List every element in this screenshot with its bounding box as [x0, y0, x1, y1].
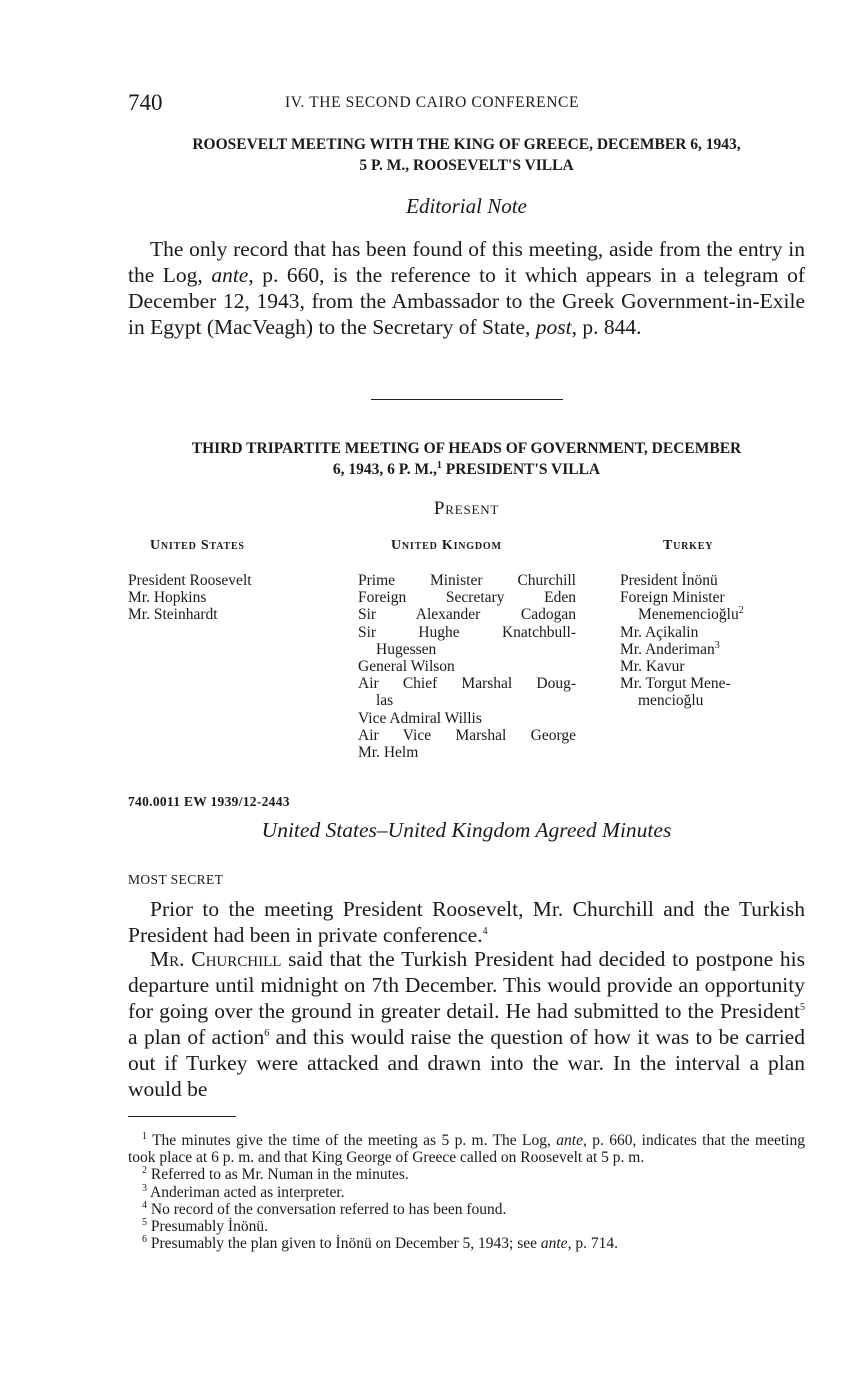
footnote-ref-1: 1 [436, 459, 442, 471]
list-item: Mr. Helm [358, 744, 419, 762]
list-item: Air Vice Marshal George [358, 726, 576, 744]
list-item: Mr. Kavur [620, 658, 685, 676]
list-item: Mr. Torgut Mene- [620, 675, 731, 693]
minutes-paragraph-2: Mr. Churchill said that the Turkish President had decided to postpone his departure until midnight on 7th December. This would provide an opportunity for going over the ground in greater detail. He had submitted to the President$^5$ a plan of action$^6$ and this would raise the question of how it was to be carried out if Turkey were attacked and drawn into the war. In the interval a plan would be [128, 947, 805, 1101]
file-reference: 740.0011 EW 1939/12-2443 [128, 794, 290, 809]
section1-title [118, 134, 815, 176]
section2-title-line1: THIRD TRIPARTITE MEETING OF HEADS OF GOVERNMENT, DECEMBER [191, 440, 742, 457]
footnote-4: $^4$ No record of the conversation referred to has been found. [142, 1199, 507, 1218]
footnote-ref-6: 6 [264, 1027, 270, 1039]
minutes-paragraph-1: Prior to the meeting President Roosevelt, Mr. Churchill and the Turkish President had been in private conference.$^4$ [128, 897, 805, 947]
editorial-note-paragraph: The only record that has been found of this meeting, aside from the entry in the Log, ante, p. 660, is the reference to it which appears in a telegram of December 12, 1943, from the Ambassador to the Greek Government-in-Exile in Egypt (MacVeagh) to the Secretary of State, post, p. 844. [128, 237, 805, 339]
footnote-divider [128, 1116, 236, 1117]
footnote-5: $^5$ Presumably İnönü. [142, 1216, 268, 1236]
list-item: Foreign Minister [620, 589, 725, 607]
speaker-name: Mr. Churchill [150, 947, 282, 971]
footnote-ref-2: 2 [738, 605, 744, 617]
footnote-ref-4: 4 [482, 925, 488, 937]
footnotes [128, 1132, 805, 1252]
page-number: 740 [128, 90, 163, 115]
section2-title-line2: 6, 1943, 6 P. M.,$^1$ PRESIDENT'S VILLA [332, 459, 601, 478]
footnote-1: $^1$ The minutes give the time of the meeting as 5 p. m. The Log, ante, p. 660, indicates that the meeting took place at 6 p. m. and that King George of Greece called on Roosevelt at 5 p. m. [128, 1130, 805, 1167]
list-item: Mr. Hopkins [128, 589, 207, 607]
document-title: United States–United Kingdom Agreed Minutes [261, 818, 672, 842]
column-head-united-kingdom: United Kingdom [391, 538, 502, 553]
running-head: IV. THE SECOND CAIRO CONFERENCE [285, 94, 580, 111]
footnote-ref-3: 3 [714, 639, 720, 651]
present-label: Present [433, 498, 500, 519]
section2-title [118, 438, 815, 480]
section1-title-line2: 5 P. M., ROOSEVELT'S VILLA [359, 157, 574, 174]
section-divider [371, 399, 563, 400]
list-item: Sir Hughe Knatchbull- [358, 623, 576, 641]
list-item: Hugessen [376, 640, 437, 658]
footnote-6: $^6$ Presumably the plan given to İnönü on December 5, 1943; see ante, p. 714. [142, 1234, 618, 1253]
classification-label: MOST SECRET [128, 872, 224, 887]
footnote-2: $^2$ Referred to as Mr. Numan in the minutes. [142, 1165, 409, 1184]
list-item: President İnönü [620, 572, 718, 589]
list-item: Menemencioğlu$^2$ [638, 605, 744, 624]
column-head-turkey: Turkey [663, 538, 714, 553]
list-item: Sir Alexander Cadogan [358, 606, 576, 624]
us-attendee-list [128, 572, 308, 624]
list-item: Prime Minister Churchill [358, 572, 576, 589]
list-item: Mr. Steinhardt [128, 606, 218, 624]
turkey-attendee-list [620, 572, 805, 710]
footnote-ref-5: 5 [800, 1001, 805, 1013]
list-item: Mr. Açikalin [620, 623, 699, 641]
list-item: mencioğlu [638, 692, 704, 710]
list-item: Vice Admiral Willis [358, 709, 482, 727]
list-item: las [376, 692, 394, 710]
list-item: Foreign Secretary Eden [358, 589, 576, 607]
column-head-united-states: United States [150, 538, 245, 553]
uk-attendee-list [358, 572, 576, 761]
editorial-note-heading: Editorial Note [406, 194, 527, 218]
list-item: Mr. Anderiman$^3$ [620, 639, 720, 658]
list-item: Air Chief Marshal Doug- [358, 675, 576, 693]
list-item: General Wilson [358, 658, 455, 676]
section1-title-line1: ROOSEVELT MEETING WITH THE KING OF GREECE, DECEMBER 6, 1943, [192, 136, 741, 153]
footnote-3: $^3$ Anderiman acted as interpreter. [142, 1182, 345, 1201]
list-item: President Roosevelt [128, 572, 252, 589]
